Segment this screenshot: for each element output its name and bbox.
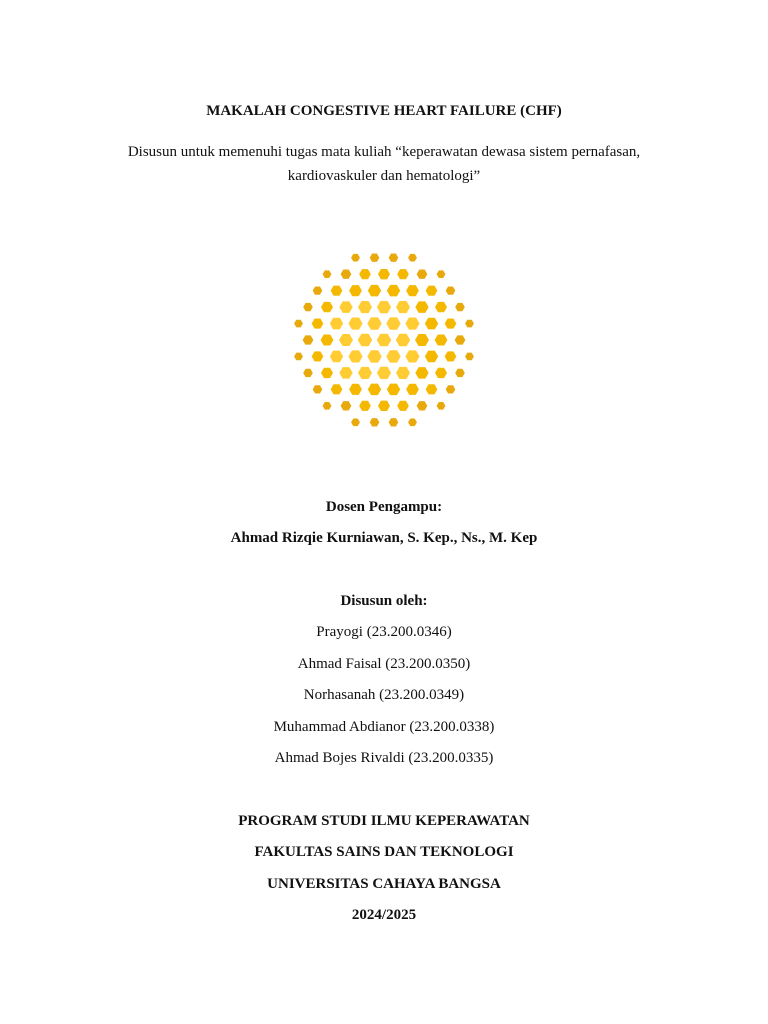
logo-hexagon — [415, 301, 428, 313]
logo-hexagon — [397, 269, 409, 279]
logo-hexagon — [415, 367, 428, 379]
logo-hexagon — [312, 351, 324, 361]
authors-heading: Disusun oleh: — [340, 593, 428, 609]
logo-hexagon — [368, 285, 381, 297]
logo-hexagon — [435, 368, 447, 378]
logo-hexagon — [339, 301, 352, 313]
logo-hexagon — [367, 350, 381, 362]
logo-hexagon — [396, 367, 410, 379]
logo-hexagon — [445, 351, 457, 361]
logo-hexagon — [358, 301, 372, 313]
logo-hexagon — [323, 402, 332, 410]
logo-hexagon — [397, 401, 409, 411]
logo-hexagon — [341, 401, 352, 410]
logo-hexagon — [446, 385, 456, 393]
logo-hexagon — [349, 384, 362, 395]
logo-hexagon — [406, 384, 419, 395]
logo-hexagon — [331, 286, 343, 296]
logo-hexagon — [406, 285, 419, 296]
logo-hexagon — [339, 367, 352, 379]
logo-hexagon — [303, 369, 313, 377]
author-item: Ahmad Faisal (23.200.0350) — [297, 656, 471, 672]
logo-hexagon — [348, 317, 362, 329]
subtitle-line-2: kardiovaskuler dan hematologi” — [287, 168, 481, 184]
logo-hexagon — [396, 334, 410, 346]
author-item: Muhammad Abdianor (23.200.0338) — [273, 719, 495, 735]
logo-hexagon — [446, 286, 456, 294]
logo-hexagon — [321, 302, 333, 312]
logo-hexagon — [417, 401, 428, 410]
logo-hexagon — [408, 418, 417, 426]
logo-hexagon — [323, 270, 332, 278]
logo-hexagon — [349, 285, 362, 296]
logo-hexagon — [358, 367, 372, 379]
logo-hexagon — [377, 367, 391, 379]
logo-hexagon — [331, 384, 343, 394]
logo-hexagon — [386, 317, 400, 329]
document-title: MAKALAH CONGESTIVE HEART FAILURE (CHF) — [206, 103, 562, 119]
logo-hexagon — [370, 418, 380, 426]
author-item: Ahmad Bojes Rivaldi (23.200.0335) — [274, 750, 494, 766]
logo-hexagon — [341, 270, 352, 279]
logo-hexagon — [330, 351, 343, 363]
logo-hexagon — [405, 317, 419, 329]
logo-hexagon — [303, 335, 314, 344]
lecturer-heading: Dosen Pengampu: — [325, 499, 443, 515]
logo-hexagon — [435, 302, 447, 312]
logo-hexagon — [437, 270, 446, 278]
logo-hexagon — [321, 334, 334, 345]
logo-hexagon — [378, 401, 390, 411]
logo-hexagon — [455, 369, 465, 377]
logo-hexagon — [445, 318, 457, 328]
logo-hexagon — [426, 384, 438, 394]
logo-hexagon — [417, 270, 428, 279]
logo-hexagon — [313, 286, 323, 294]
logo-hexagon — [367, 317, 381, 329]
logo-hexagon — [359, 269, 371, 279]
logo-hexagon — [370, 254, 380, 262]
logo-hexagon — [405, 350, 419, 362]
logo-hexagon — [313, 385, 323, 393]
logo-hexagon — [303, 303, 313, 311]
logo-hexagon — [437, 402, 446, 410]
logo-hexagon — [425, 351, 438, 363]
logo-hexagon — [386, 350, 400, 362]
logo-hexagon — [330, 318, 343, 330]
author-item: Norhasanah (23.200.0349) — [303, 687, 465, 703]
logo-hexagon — [426, 286, 438, 296]
logo-hexagon — [348, 350, 362, 362]
academic-year: 2024/2025 — [351, 907, 417, 923]
university-name: UNIVERSITAS CAHAYA BANGSA — [267, 876, 501, 892]
logo-hexagon — [387, 384, 400, 396]
logo-hexagon — [389, 418, 399, 426]
logo-hexagon — [321, 368, 333, 378]
logo-hexagon — [425, 318, 438, 330]
logo-hexagon — [408, 254, 417, 262]
logo-hexagon — [377, 301, 391, 313]
logo-hexagon — [465, 353, 474, 361]
logo-hexagon — [435, 334, 448, 345]
logo-hexagon — [415, 334, 429, 346]
logo-hexagon — [465, 320, 474, 328]
hexagon-sphere-logo-icon — [279, 240, 489, 440]
logo-hexagon — [387, 285, 400, 297]
subtitle-line-1: Disusun untuk memenuhi tugas mata kuliah “keperawatan dewasa sistem pernafasan, — [127, 144, 641, 160]
logo-hexagon — [377, 334, 391, 346]
program-name: PROGRAM STUDI ILMU KEPERAWATAN — [238, 813, 530, 829]
logo-hexagon — [396, 301, 410, 313]
lecturer-name: Ahmad Rizqie Kurniawan, S. Kep., Ns., M. Kep — [230, 530, 538, 546]
logo-hexagon — [294, 320, 303, 328]
logo-hexagon — [389, 254, 399, 262]
logo-hexagon — [294, 353, 303, 361]
logo-hexagon — [378, 269, 390, 279]
logo-hexagon — [312, 318, 324, 328]
author-item: Prayogi (23.200.0346) — [316, 624, 452, 640]
logo-hexagon — [351, 418, 360, 426]
logo-hexagon — [339, 334, 353, 346]
logo-hexagon — [358, 334, 372, 346]
logo-hexagon — [368, 384, 381, 396]
logo-hexagon — [351, 254, 360, 262]
logo-hexagon — [455, 335, 466, 344]
logo-hexagon — [455, 303, 465, 311]
logo-hexagon — [359, 401, 371, 411]
faculty-name: FAKULTAS SAINS DAN TEKNOLOGI — [254, 844, 514, 860]
